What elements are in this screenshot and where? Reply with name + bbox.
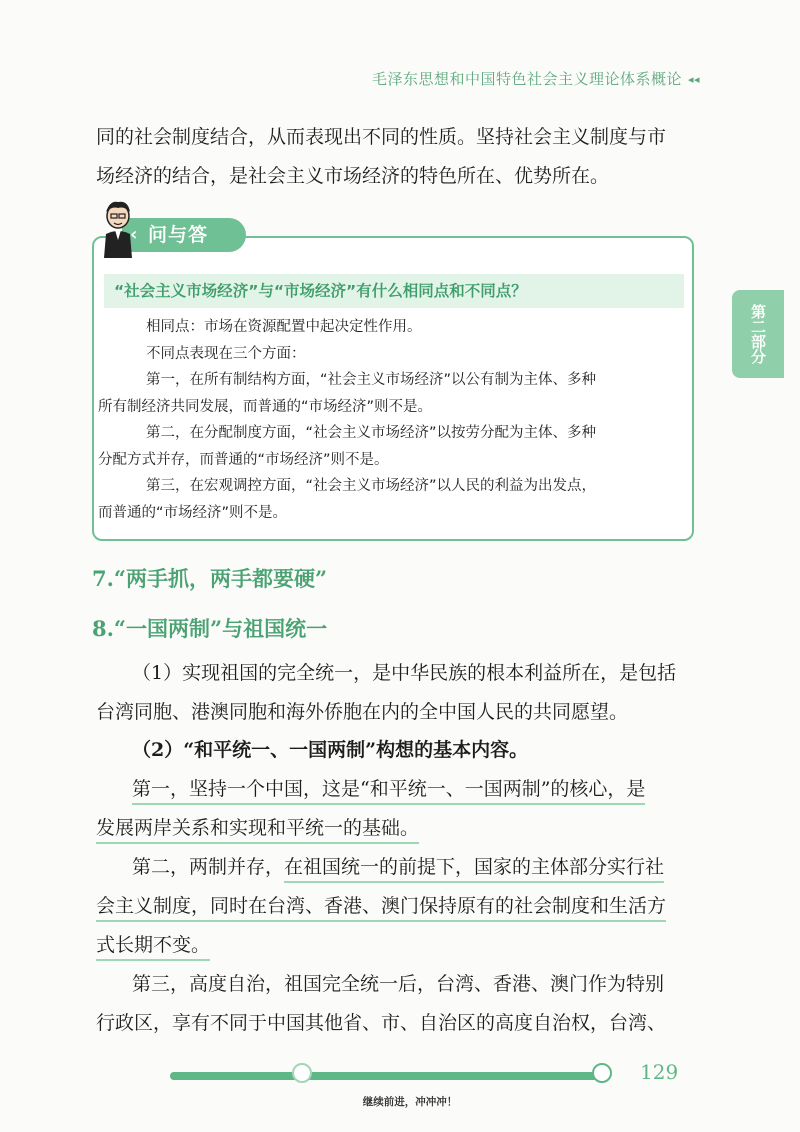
qa-question: “社会主义市场经济”与“市场经济”有什么相同点和不同点？ [104,274,684,308]
underlined-line: 会主义制度，同时在台湾、香港、澳门保持原有的社会制度和生活方 [96,895,666,922]
qa-line: 第二，在分配制度方面，“社会主义市场经济”以按劳分配为主体、多种 [146,425,597,441]
progress-end-icon [592,1063,612,1083]
page-number: 129 [640,1060,679,1084]
paragraph-bold: （2）“和平统一、一国两制”构想的基本内容。 [132,739,529,761]
paragraph [96,654,704,732]
qa-line: 所有制经济共同发展，而普通的“市场经济”则不是。 [98,398,433,415]
paragraph [96,770,704,848]
footer-slogan: 继续前进，冲冲冲！ [362,1096,458,1108]
underlined-line: 第一，坚持一个中国，这是“和平统一、一国两制”的核心，是 [132,778,645,805]
qa-answer [98,314,684,526]
qa-line: 相同点：市场在资源配置中起决定性作用。 [146,319,422,335]
paragraph-line: 行政区，享有不同于中国其他省、市、自治区的高度自治权，台湾、 [96,1012,667,1034]
qa-line: 而普通的“市场经济”则不是。 [98,504,288,521]
intro-line: 场经济的结合，是社会主义市场经济的特色所在、优势所在。 [96,165,610,187]
paragraph-line: （1）实现祖国的完全统一，是中华民族的根本利益所在，是包括 [132,662,677,684]
qa-tab [122,218,246,252]
progress-marker-icon [292,1063,312,1083]
paragraph [96,965,704,1043]
paragraph [96,848,704,965]
paragraph-line: 台湾同胞、港澳同胞和海外侨胞在内的全中国人民的共同愿望。 [96,701,629,723]
book-title: 毛泽东思想和中国特色社会主义理论体系概论 [371,70,682,88]
qa-tab-label: 问与答 [148,224,209,246]
intro-paragraph [96,118,704,196]
section-heading: 8.“一国两制”与祖国统一 [92,616,328,641]
paragraph-text: 第二，两制并存， [132,856,285,878]
qa-line: 第三，在宏观调控方面，“社会主义市场经济”以人民的利益为出发点， [146,478,597,494]
underlined-line: 在祖国统一的前提下，国家的主体部分实行社 [284,856,664,883]
underlined-line: 发展两岸关系和实现和平统一的基础。 [96,817,419,844]
section-heading: 7.“两手抓，两手都要硬” [92,566,328,591]
progress-bar [170,1072,610,1080]
qa-line: 第一，在所有制结构方面，“社会主义市场经济”以公有制为主体、多种 [146,372,597,388]
chevron-left-icon: ‹ [130,224,139,245]
student-mascot-icon [98,200,138,258]
underlined-line: 式长期不变。 [96,934,210,961]
running-header [300,68,700,89]
qa-line: 不同点表现在三个方面： [146,345,306,362]
double-left-arrow-icon: ◂◂ [687,73,700,86]
part-side-tab: 第二部分 [732,290,784,378]
paragraph-line: 第三，高度自治，祖国完全统一后，台湾、香港、澳门作为特别 [132,973,665,995]
intro-line: 同的社会制度结合，从而表现出不同的性质。坚持社会主义制度与市 [96,126,667,148]
progress-fill [170,1072,597,1080]
qa-line: 分配方式并存，而普通的“市场经济”则不是。 [98,451,389,468]
